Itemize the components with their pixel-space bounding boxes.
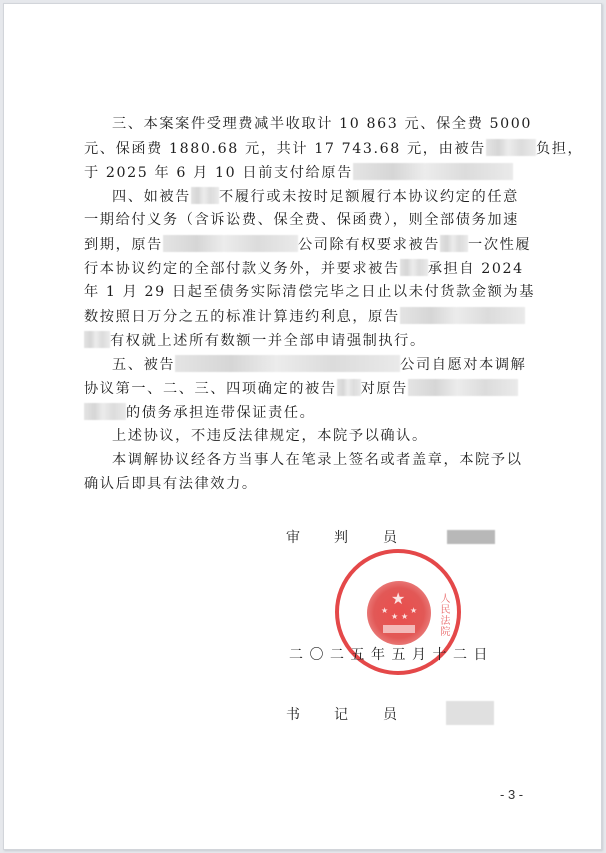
redacted-name [440,235,468,252]
paragraph-3-line-3: 于 2025 年 6 月 10 日前支付给原告 [84,163,529,182]
paragraph-4-line-6: 数按照日万分之五的标准计算违约利息，原告 [84,307,529,326]
judgment-date: 二〇二五年五月十二日 [289,647,494,663]
tiananmen-icon [383,625,415,633]
redacted-name [408,379,518,396]
judge-label-char: 判 [334,530,348,546]
redacted-judge-name [447,530,495,544]
redacted-name [84,331,110,348]
paragraph-5-line-1: 五、被告 公司自愿对本调解 [112,357,527,373]
redacted-clerk-name [446,701,494,725]
clerk-label-char: 员 [383,707,397,723]
paragraph-5-line-3: 的债务承担连带保证责任。 [84,403,529,422]
paragraph-5-line-2: 协议第一、二、三、四项确定的被告 对原告 [84,379,529,398]
national-emblem-icon [367,581,431,645]
redacted-name [337,379,361,396]
page-number: - 3 - [500,787,524,802]
paragraph-4-line-1: 四、如被告 不履行或未按时足额履行本协议约定的任意 [112,189,519,205]
paragraph-4-line-4: 行本协议约定的全部付款义务外，并要求被告 承担自 2024 [84,261,524,277]
redacted-name [400,307,525,324]
redacted-name [175,355,400,372]
judge-label-char: 员 [383,530,397,546]
redacted-name [400,259,428,276]
star-icon: ★ [401,612,409,621]
redacted-name [191,187,219,204]
paragraph-3-line-2: 元、保函费 1880.68 元，共计 17 743.68 元，由被告 负担， [84,141,584,157]
star-icon: ★ [381,606,389,615]
paragraph-7-line-1: 本调解协议经各方当事人在笔录上签名或者盖章，本院予以 [112,452,523,468]
redacted-name [486,139,536,156]
document-page [3,3,602,850]
redacted-name [353,163,513,180]
paragraph-3-line-1: 三、本案案件受理费减半收取计 10 863 元、保全费 5000 [112,116,533,132]
star-icon: ★ [410,606,418,615]
paragraph-4-line-5: 年 1 月 29 日起至债务实际清偿完毕之日止以未付货款金额为基 [84,284,536,300]
star-icon: ★ [391,612,399,621]
paragraph-6: 上述协议，不违反法律规定，本院予以确认。 [112,428,428,444]
paragraph-4-line-7: 有权就上述所有数额一并全部申请强制执行。 [84,331,529,350]
paragraph-4-line-2: 一期给付义务（含诉讼费、保全费、保函费），则全部债务加速 [84,212,519,228]
star-icon: ★ [391,589,406,608]
clerk-label-char: 记 [334,707,348,723]
judge-label-char: 审 [286,530,300,546]
redacted-name [84,403,126,420]
paragraph-7-line-2: 确认后即具有法律效力。 [84,476,258,492]
court-seal: ★ ★ ★ ★ ★ 人民法院 [335,549,461,675]
paragraph-4-line-3: 到期，原告 公司除有权要求被告 一次性履 [84,237,532,253]
redacted-name [163,235,298,252]
clerk-label-char: 书 [286,707,300,723]
